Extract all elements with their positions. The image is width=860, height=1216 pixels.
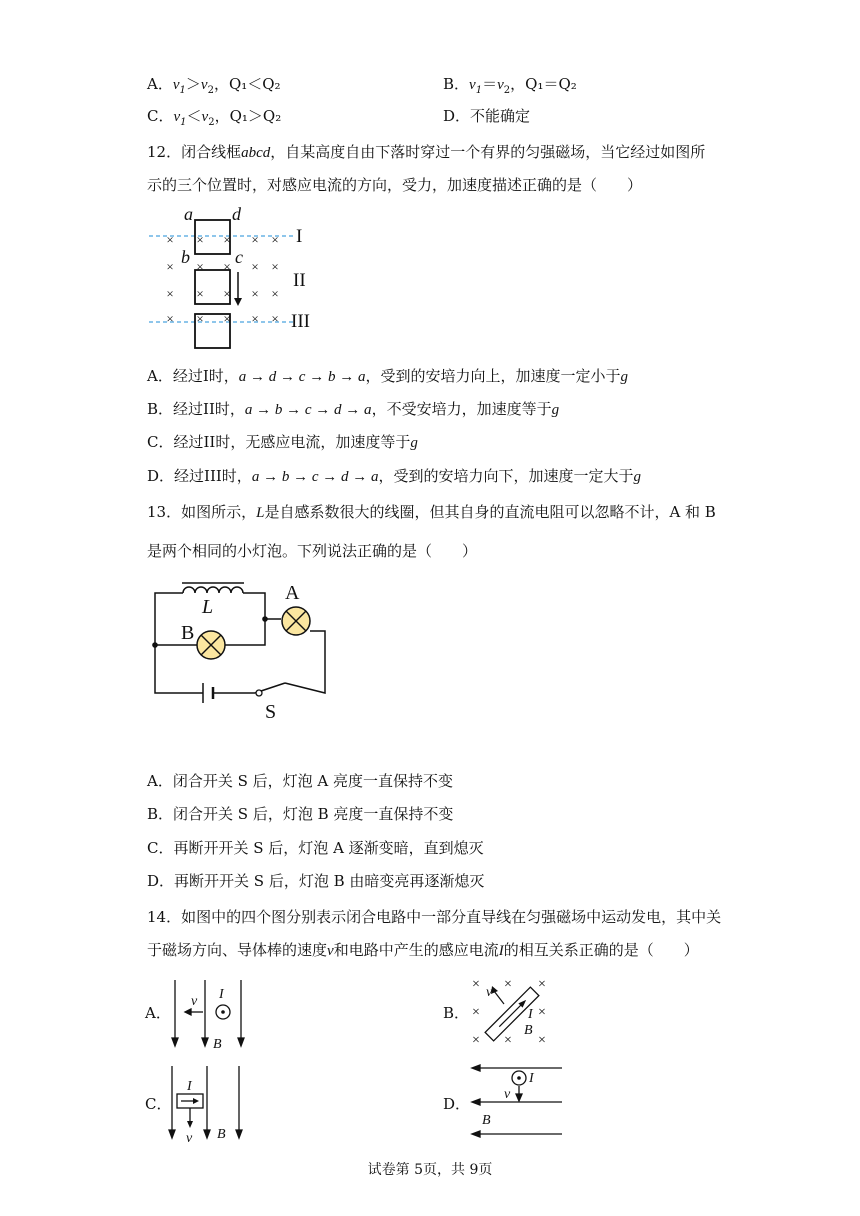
q12-stem-line1: 12．闭合线框abcd，自某高度自由下落时穿过一个有界的匀强磁场，当它经过如图所 (147, 143, 706, 161)
q13-option-d: D．再断开开关 S 后，灯泡 B 由暗变亮再逐渐熄灭 (147, 872, 485, 890)
svg-text:×: × (538, 1033, 546, 1048)
svg-text:×: × (196, 286, 204, 301)
q14-label-b: B． (443, 1004, 470, 1022)
svg-text:×: × (271, 286, 279, 301)
q13-option-b: B．闭合开关 S 后，灯泡 B 亮度一直保持不变 (147, 805, 454, 823)
q13-option-a: A．闭合开关 S 后，灯泡 A 亮度一直保持不变 (147, 772, 454, 790)
svg-text:×: × (271, 259, 279, 274)
svg-text:×: × (504, 1033, 512, 1048)
svg-text:v: v (486, 985, 493, 1000)
svg-text:×: × (166, 259, 174, 274)
svg-text:v: v (504, 1087, 511, 1102)
junction-left (152, 642, 158, 648)
q11-option-d: D．不能确定 (443, 107, 531, 125)
svg-text:×: × (196, 232, 204, 247)
svg-text:×: × (271, 232, 279, 247)
svg-text:×: × (223, 232, 231, 247)
svg-text:B: B (482, 1113, 491, 1128)
svg-text:B: B (217, 1127, 226, 1142)
svg-text:B: B (524, 1023, 533, 1038)
q14-stem-line2: 于磁场方向、导体棒的速度v和电路中产生的感应电流I的相互关系正确的是（ ） (147, 941, 699, 959)
q14-label-c: C． (145, 1095, 172, 1113)
label-position-iii: III (291, 311, 310, 332)
lamp-a (282, 607, 310, 635)
q12-stem-line2: 示的三个位置时，对感应电流的方向，受力，加速度描述正确的是（ ） (147, 176, 643, 194)
q12-option-b: B．经过II时，a → b → c → d → a，不受安培力，加速度等于g (147, 400, 560, 418)
svg-text:×: × (196, 259, 204, 274)
svg-text:×: × (472, 977, 480, 992)
wire-inductor-to-a (243, 593, 281, 619)
label-c: c (235, 247, 243, 267)
wire-left (155, 593, 203, 693)
svg-text:×: × (251, 259, 259, 274)
q14-figure-d (468, 1060, 568, 1142)
svg-text:I: I (529, 1071, 534, 1086)
q11-option-c: C．$v_1<v_2$，Q₁＞Q₂ (147, 107, 282, 128)
wire-right (285, 631, 325, 693)
svg-text:v: v (186, 1131, 193, 1144)
q14-label-a: A． (145, 1004, 171, 1022)
label-b-lamp: B (181, 622, 195, 644)
svg-text:×: × (223, 259, 231, 274)
svg-text:×: × (472, 1005, 480, 1020)
lamp-b (197, 631, 225, 659)
q13-option-c: C．再断开开关 S 后，灯泡 A 逐渐变暗，直到熄灭 (147, 839, 484, 857)
q12-option-c: C．经过II时，无感应电流，加速度等于g (147, 433, 418, 451)
page-footer: 试卷第 5页，共 9页 (367, 1162, 493, 1178)
q14-figure-b (462, 974, 562, 1054)
q14-figure-a (165, 978, 255, 1050)
label-position-i: I (296, 226, 303, 247)
svg-text:I: I (219, 987, 224, 1002)
switch-contact (256, 690, 262, 696)
inductor-coil (183, 587, 243, 593)
svg-text:×: × (223, 286, 231, 301)
label-s: S (265, 701, 277, 723)
svg-text:×: × (538, 1005, 546, 1020)
svg-text:×: × (504, 977, 512, 992)
q14-stem-line1: 14．如图中的四个图分别表示闭合电路中一部分直导线在匀强磁场中运动发电，其中关 (147, 908, 722, 926)
q13-circuit (145, 575, 345, 725)
q13-stem-line1: 13．如图所示，L是自感系数很大的线圈，但其自身的直流电阻可以忽略不计，A 和 B (147, 503, 716, 521)
q11-option-a: A．$v_1>v_2$，Q₁＜Q₂ (147, 75, 281, 96)
q12-option-d: D．经过III时，a → b → c → d → a，受到的安培力向下，加速度一定大于g (147, 467, 641, 485)
svg-text:×: × (166, 232, 174, 247)
label-l: L (202, 596, 214, 618)
q14-figure-c (165, 1064, 255, 1144)
q11-option-b: B．$v_1=v_2$，Q₁＝Q₂ (443, 75, 577, 96)
q13-stem-line2: 是两个相同的小灯泡。下列说法正确的是（ ） (147, 542, 478, 560)
q12-option-a: A．经过I时，a → d → c → b → a，受到的安培力向上，加速度一定小于g (147, 367, 628, 385)
svg-text:×: × (538, 977, 546, 992)
q14-label-d: D． (443, 1095, 471, 1113)
svg-text:×: × (166, 286, 174, 301)
label-position-ii: II (293, 270, 306, 291)
svg-text:I: I (187, 1079, 192, 1094)
svg-text:×: × (472, 1033, 480, 1048)
svg-text:×: × (251, 232, 259, 247)
svg-text:×: × (251, 286, 259, 301)
svg-text:×: × (271, 311, 279, 326)
svg-text:B: B (213, 1037, 222, 1050)
svg-text:I: I (528, 1007, 533, 1022)
svg-text:×: × (251, 311, 259, 326)
label-a: a (184, 204, 193, 224)
label-a-lamp: A (285, 582, 300, 604)
svg-text:×: × (196, 311, 204, 326)
junction-right (262, 616, 268, 622)
svg-text:v: v (191, 994, 198, 1009)
q12-figure (145, 204, 325, 354)
svg-text:×: × (166, 311, 174, 326)
wire-b-to-junction (225, 619, 265, 645)
svg-text:×: × (223, 311, 231, 326)
label-d: d (232, 204, 241, 224)
label-b: b (181, 247, 190, 267)
